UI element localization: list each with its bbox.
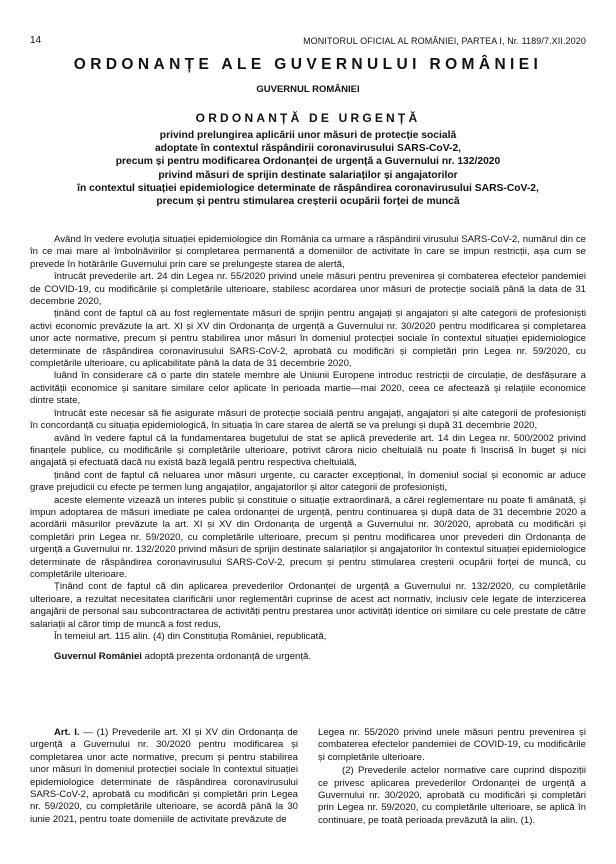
section-subtitle: GUVERNUL ROMÂNIEI: [256, 84, 360, 95]
article-paragraph: [30, 727, 298, 826]
preamble-paragraph: luând în considerare că o parte din statele membre ale Uniunii Europene introduc restricții de circulație, de desfășurare a activității economice și sanitare similare celor aplicate în perioada martie—mai 2020, ceea ce afectează și relațiile economice dintre state,: [30, 370, 586, 407]
adoption-formula: [30, 651, 586, 663]
preamble-paragraph: întrucât este necesar să fie asigurate măsuri de protecție socială pentru angajați, angajatori și alte categorii de profesioniști în concordanță cu situația epidemiologică, în situația în care starea de alertă se va prelungi și după 31 decembrie 2020,: [30, 407, 586, 432]
preamble-paragraph: ținând cont de faptul că neluarea unor măsuri urgente, cu caracter excepțional, în domeniul social și economic ar aduce grave prejudicii cu efecte pe termen lung angajaților, angajatorilor și altor categorii de profesioniști,: [30, 469, 586, 494]
ordinance-heading-line: privind măsuri de sprijin destinate salariaților și angajatorilor: [158, 169, 458, 181]
article-paragraph-continued: Legea nr. 55/2020 privind unele măsuri pentru prevenirea și combaterea efectelor pandemiei de COVID-19, cu modificările și completările ulterioare.: [318, 727, 586, 763]
article-column-left: [30, 727, 298, 827]
journal-citation: MONITORUL OFICIAL AL ROMÂNIEI, PARTEA I, Nr. 1189/7.XII.2020: [303, 36, 586, 46]
preamble-paragraph: întrucât prevederile art. 24 din Legea nr. 55/2020 privind unele măsuri pentru prevenirea și combaterea efectelor pandemiei de COVID-19, cu modificările și completările ulterioare, stabilesc acordarea unor măsuri de protecție socială până la data de 31 decembrie 2020,: [30, 271, 586, 308]
ordinance-heading-line: adoptate în contextul răspândirii coronavirusului SARS-CoV-2,: [154, 143, 462, 155]
section-title: ORDONANȚE ALE GUVERNULUI ROMÂNIEI: [73, 56, 543, 73]
ordinance-heading-line: precum și pentru stimularea creșterii ocupării forței de muncă: [156, 196, 460, 208]
preamble-paragraph: Ținând cont de faptul că din aplicarea prevederilor Ordonanței de urgență a Guvernului nr. 132/2020, cu completările ulterioare, a rezultat necesitatea clarificării unor reglementări cuprinse de acest act normativ, inclusiv cele legate de interzicerea angajării de personal sau subcontractarea de activități pentru prestarea unor activități identice ori similare cu cele prestate de către salariații al căror timp de muncă a fost redus,: [30, 581, 586, 630]
article-columns: [30, 727, 586, 827]
ordinance-heading-line: precum și pentru modificarea Ordonanței de urgență a Guvernului nr. 132/2020: [115, 156, 501, 168]
running-header: [30, 34, 586, 48]
legal-basis-paragraph: În temeiul art. 115 alin. (4) din Constituția României, republicată,: [54, 631, 327, 642]
ordinance-type-title: ORDONANȚĂ DE URGENȚĂ: [195, 111, 421, 125]
ordinance-heading-line: în contextul situației epidemiologice determinate de răspândirea coronavirusului SARS-CoV-2,: [77, 182, 539, 194]
adoption-subject: Guvernul României: [54, 651, 142, 663]
ordinance-heading: [30, 129, 586, 208]
article-label: Art. I.: [54, 727, 80, 738]
article-paragraph: (2) Prevederile actelor normative care cuprind dispoziții ce privesc aplicarea prevederilor Ordonanței de urgență a Guvernului nr. 30/2020, aprobată cu modificări și completări prin Legea nr. 59/2020, cu completările ulterioare, se aplică în continuare, pe toată perioada prevăzută la alin. (1).: [318, 765, 586, 826]
preamble-paragraph: aceste elemente vizează un interes public și constituie o situație extraordinară, a cărei reglementare nu poate fi amânată, și impun adoptarea de măsuri imediate pe calea ordonanței de urgență, pentru continuarea și după data de 31 decembrie 2020 a acordării măsurilor prevăzute la art. XI și XV din Ordonanța de urgență a Guvernului nr. 30/2020, aprobată cu modificări și completări prin Legea nr. 59/2020, cu completările ulterioare, precum și pentru modificarea unor prevederi din Ordonanța de urgență a Guvernului nr. 132/2020 privind măsuri de sprijin destinate salariaților și angajatorilor în contextul situației epidemiologice determinate de răspândirea coronavirusului SARS-CoV-2, precum și pentru stimularea creșterii ocupării forței de muncă, cu completările ulterioare.: [30, 494, 586, 580]
preamble-paragraph: având în vedere faptul că la fundamentarea bugetului de stat se aplică prevederile art. 14 din Legea nr. 500/2002 privind finanțele publice, cu modificările și completările ulterioare, potrivit cărora nicio cheltuială nu poate fi înscrisă în buget și nici angajată și efectuată dacă nu există bază legală pentru respectiva cheltuială,: [30, 432, 586, 469]
preamble-paragraph: Având în vedere evoluția situației epidemiologice din România ca urmare a răspândirii virusului SARS-CoV-2, numărul din ce în ce mai mare al îmbolnăvirilor și completarea permanentă a domeniilor de activitate în care se impun restricții, așa cum se prevede în hotărârile Guvernului prin care se prelungește starea de alertă,: [30, 234, 586, 270]
page-number: 14: [30, 35, 42, 46]
preamble: [30, 234, 586, 664]
article-column-right: [318, 727, 586, 827]
adoption-text: adoptă prezenta ordonanță de urgență.: [141, 651, 312, 663]
article-text: — (1) Prevederile art. XI și XV din Ordonanța de urgență a Guvernului nr. 30/2020 pentru modificarea și completarea unor acte normative, precum și pentru stabilirea unor măsuri în domeniul protecției sociale în contextul situației epidemiologice determinate de răspândirea coronavirusului SARS-CoV-2, aprobată cu modificări și completări prin Legea nr. 59/2020, cu completările ulterioare, se acordă până la 30 iunie 2021, pentru toate domeniile de activitate prevăzute de: [30, 727, 298, 825]
ordinance-heading-line: privind prelungirea aplicării unor măsuri de protecție socială: [159, 130, 457, 141]
preamble-paragraph: ținând cont de faptul că au fost reglementate măsuri de sprijin pentru angajați și angajatori și alte categorii de profesioniști activi economic prevăzute la art. XI și XV din Ordonanța de urgență a Guvernului nr. 30/2020 pentru modificarea și completarea unor acte normative, precum și pentru stabilirea unor măsuri în domeniul protecției sociale în contextul situației epidemiologice determinate de răspândirea coronavirusului SARS-CoV-2, aprobată cu modificări și completări prin Legea nr. 59/2020, cu completările ulterioare, cu aplicabilitate până la data de 31 decembrie 2020,: [30, 308, 586, 370]
